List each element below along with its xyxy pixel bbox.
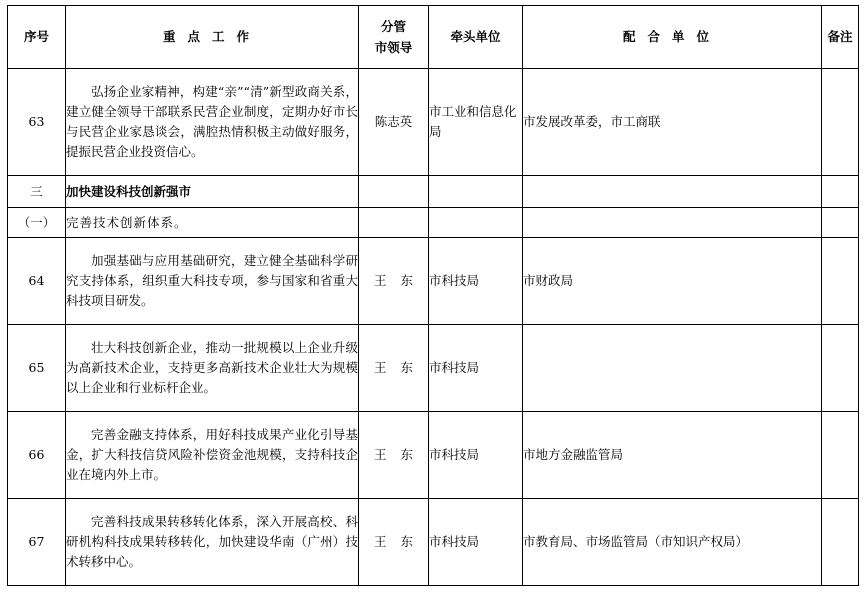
row-remarks [822, 412, 859, 499]
row-coop-units: 市财政局 [523, 238, 822, 325]
row-remarks [822, 238, 859, 325]
section-title: 加快建设科技创新强市 [66, 176, 359, 208]
row-task [66, 325, 359, 412]
row-task-text: 完善金融支持体系，用好科技成果产业化引导基金，扩大科技信贷风险补偿资金池规模，支持科技企业在境内外上市。 [66, 427, 358, 482]
row-task [66, 412, 359, 499]
row-leader: 陈志英 [359, 69, 429, 176]
row-task-text: 壮大科技创新企业，推动一批规模以上企业升级为高新技术企业，支持更多高新技术企业壮大为规模以上企业和行业标杆企业。 [66, 340, 358, 395]
section-row [8, 176, 859, 208]
header-leader-line1: 分管 [380, 19, 406, 34]
row-id: 67 [8, 499, 66, 586]
row-task-text: 弘扬企业家精神，构建“亲”“清”新型政商关系，建立健全领导干部联系民营企业制度，定期办好市长与民营企业家恳谈会，满腔热情积极主动做好服务，提振民营企业投资信心。 [66, 84, 358, 159]
row-task-text: 加强基础与应用基础研究，建立健全基础科学研究支持体系，组织重大科技专项，参与国家和省重大科技项目研发。 [66, 253, 358, 308]
row-task [66, 238, 359, 325]
row-id: 64 [8, 238, 66, 325]
row-coop-units: 市教育局、市场监管局（市知识产权局） [523, 499, 822, 586]
header-task: 重点工作 [66, 6, 359, 69]
header-lead-unit: 牵头单位 [429, 6, 523, 69]
header-coop-units: 配合单位 [523, 6, 822, 69]
row-coop-units [523, 325, 822, 412]
row-leader: 王东 [359, 499, 429, 586]
row-remarks [822, 325, 859, 412]
row-lead-unit: 市科技局 [429, 499, 523, 586]
header-seq: 序号 [8, 6, 66, 69]
row-lead-unit: 市科技局 [429, 412, 523, 499]
section-num: 三 [8, 176, 66, 208]
row-id: 65 [8, 325, 66, 412]
row-id: 66 [8, 412, 66, 499]
row-task-text: 完善科技成果转移转化体系，深入开展高校、科研机构科技成果转移转化，加快建设华南（广州）技术转移中心。 [66, 514, 358, 569]
row-remarks [822, 69, 859, 176]
row-coop-units: 市地方金融监管局 [523, 412, 822, 499]
table-row [8, 238, 859, 325]
header-leader [359, 6, 429, 69]
row-lead-unit: 市科技局 [429, 325, 523, 412]
subsection-num: （一） [8, 208, 66, 238]
row-lead-unit: 市科技局 [429, 238, 523, 325]
subsection-row [8, 208, 859, 238]
subsection-title: 完善技术创新体系。 [66, 208, 359, 238]
row-leader: 王东 [359, 412, 429, 499]
work-table [7, 5, 859, 586]
table-row [8, 69, 859, 176]
row-task [66, 499, 359, 586]
row-leader: 王东 [359, 238, 429, 325]
row-leader: 王东 [359, 325, 429, 412]
table-header-row [8, 6, 859, 69]
table-row [8, 412, 859, 499]
header-leader-line2: 市领导 [374, 40, 413, 55]
header-remarks: 备注 [822, 6, 859, 69]
table-row [8, 325, 859, 412]
row-task [66, 69, 359, 176]
row-coop-units: 市发展改革委，市工商联 [523, 69, 822, 176]
table-row [8, 499, 859, 586]
row-id: 63 [8, 69, 66, 176]
row-lead-unit: 市工业和信息化局 [429, 69, 523, 176]
row-remarks [822, 499, 859, 586]
